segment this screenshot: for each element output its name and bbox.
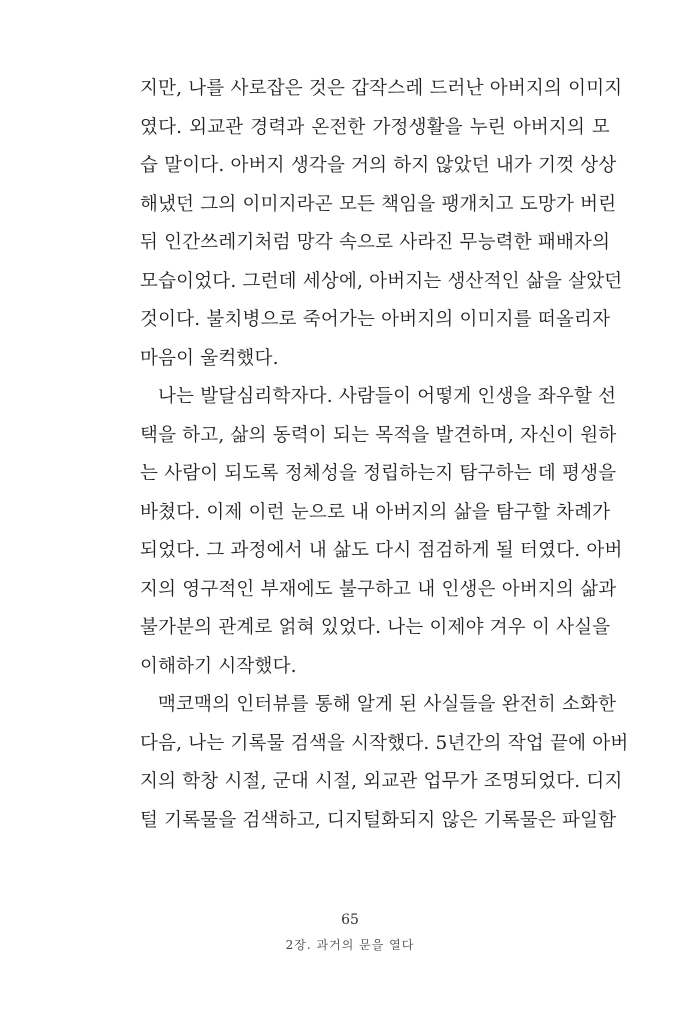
text-line: 였다. 외교관 경력과 온전한 가정생활을 누린 아버지의 모 xyxy=(140,116,610,138)
text-line: 이해하기 시작했다. xyxy=(140,655,297,677)
text-line: 는 사람이 되도록 정체성을 정립하는지 탐구하는 데 평생을 xyxy=(140,463,617,484)
text-line: 택을 하고, 삶의 동력이 되는 목적을 발견하며, 자신이 원하 xyxy=(140,424,617,446)
text-line: 되었다. 그 과정에서 내 삶도 다시 점검하게 될 터였다. 아버 xyxy=(140,540,623,561)
text-line: 맥코맥의 인터뷰를 통해 알게 된 사실들을 완전히 소화한 xyxy=(158,694,617,715)
text-line: 지의 학창 시절, 군대 시절, 외교관 업무가 조명되었다. 디지 xyxy=(140,771,623,792)
text-line: 털 기록물을 검색하고, 디지털화되지 않은 기록물은 파일함 xyxy=(140,809,617,831)
text-line: 불가분의 관계로 얽혀 있었다. 나는 이제야 겨우 이 사실을 xyxy=(140,617,611,638)
text-line: 다음, 나는 기록물 검색을 시작했다. 5년간의 작업 끝에 아버 xyxy=(140,732,629,754)
chapter-title: 2장. 과거의 문을 열다 xyxy=(285,938,415,952)
text-line: 습 말이다. 아버지 생각을 거의 하지 않았던 내가 기껏 상상 xyxy=(140,155,617,176)
text-line: 지만, 나를 사로잡은 것은 갑작스레 드러난 아버지의 이미지 xyxy=(140,78,623,99)
page-number: 65 xyxy=(341,912,359,928)
body-text xyxy=(140,70,629,840)
text-line: 뒤 인간쓰레기처럼 망각 속으로 사라진 무능력한 패배자의 xyxy=(140,232,611,253)
text-line: 바쳤다. 이제 이런 눈으로 내 아버지의 삶을 탐구할 차례가 xyxy=(140,501,611,523)
text-line: 모습이었다. 그런데 세상에, 아버지는 생산적인 삶을 살았던 xyxy=(140,270,623,292)
text-line: 해냈던 그의 이미지라곤 모든 책임을 팽개치고 도망가 버린 xyxy=(140,193,617,215)
text-line: 지의 영구적인 부재에도 불구하고 내 인생은 아버지의 삶과 xyxy=(140,578,617,600)
text-line: 마음이 울컥했다. xyxy=(140,347,279,369)
text-line: 것이다. 불치병으로 죽어가는 아버지의 이미지를 떠올리자 xyxy=(140,309,611,330)
text-line: 나는 발달심리학자다. 사람들이 어떻게 인생을 좌우할 선 xyxy=(158,386,617,407)
